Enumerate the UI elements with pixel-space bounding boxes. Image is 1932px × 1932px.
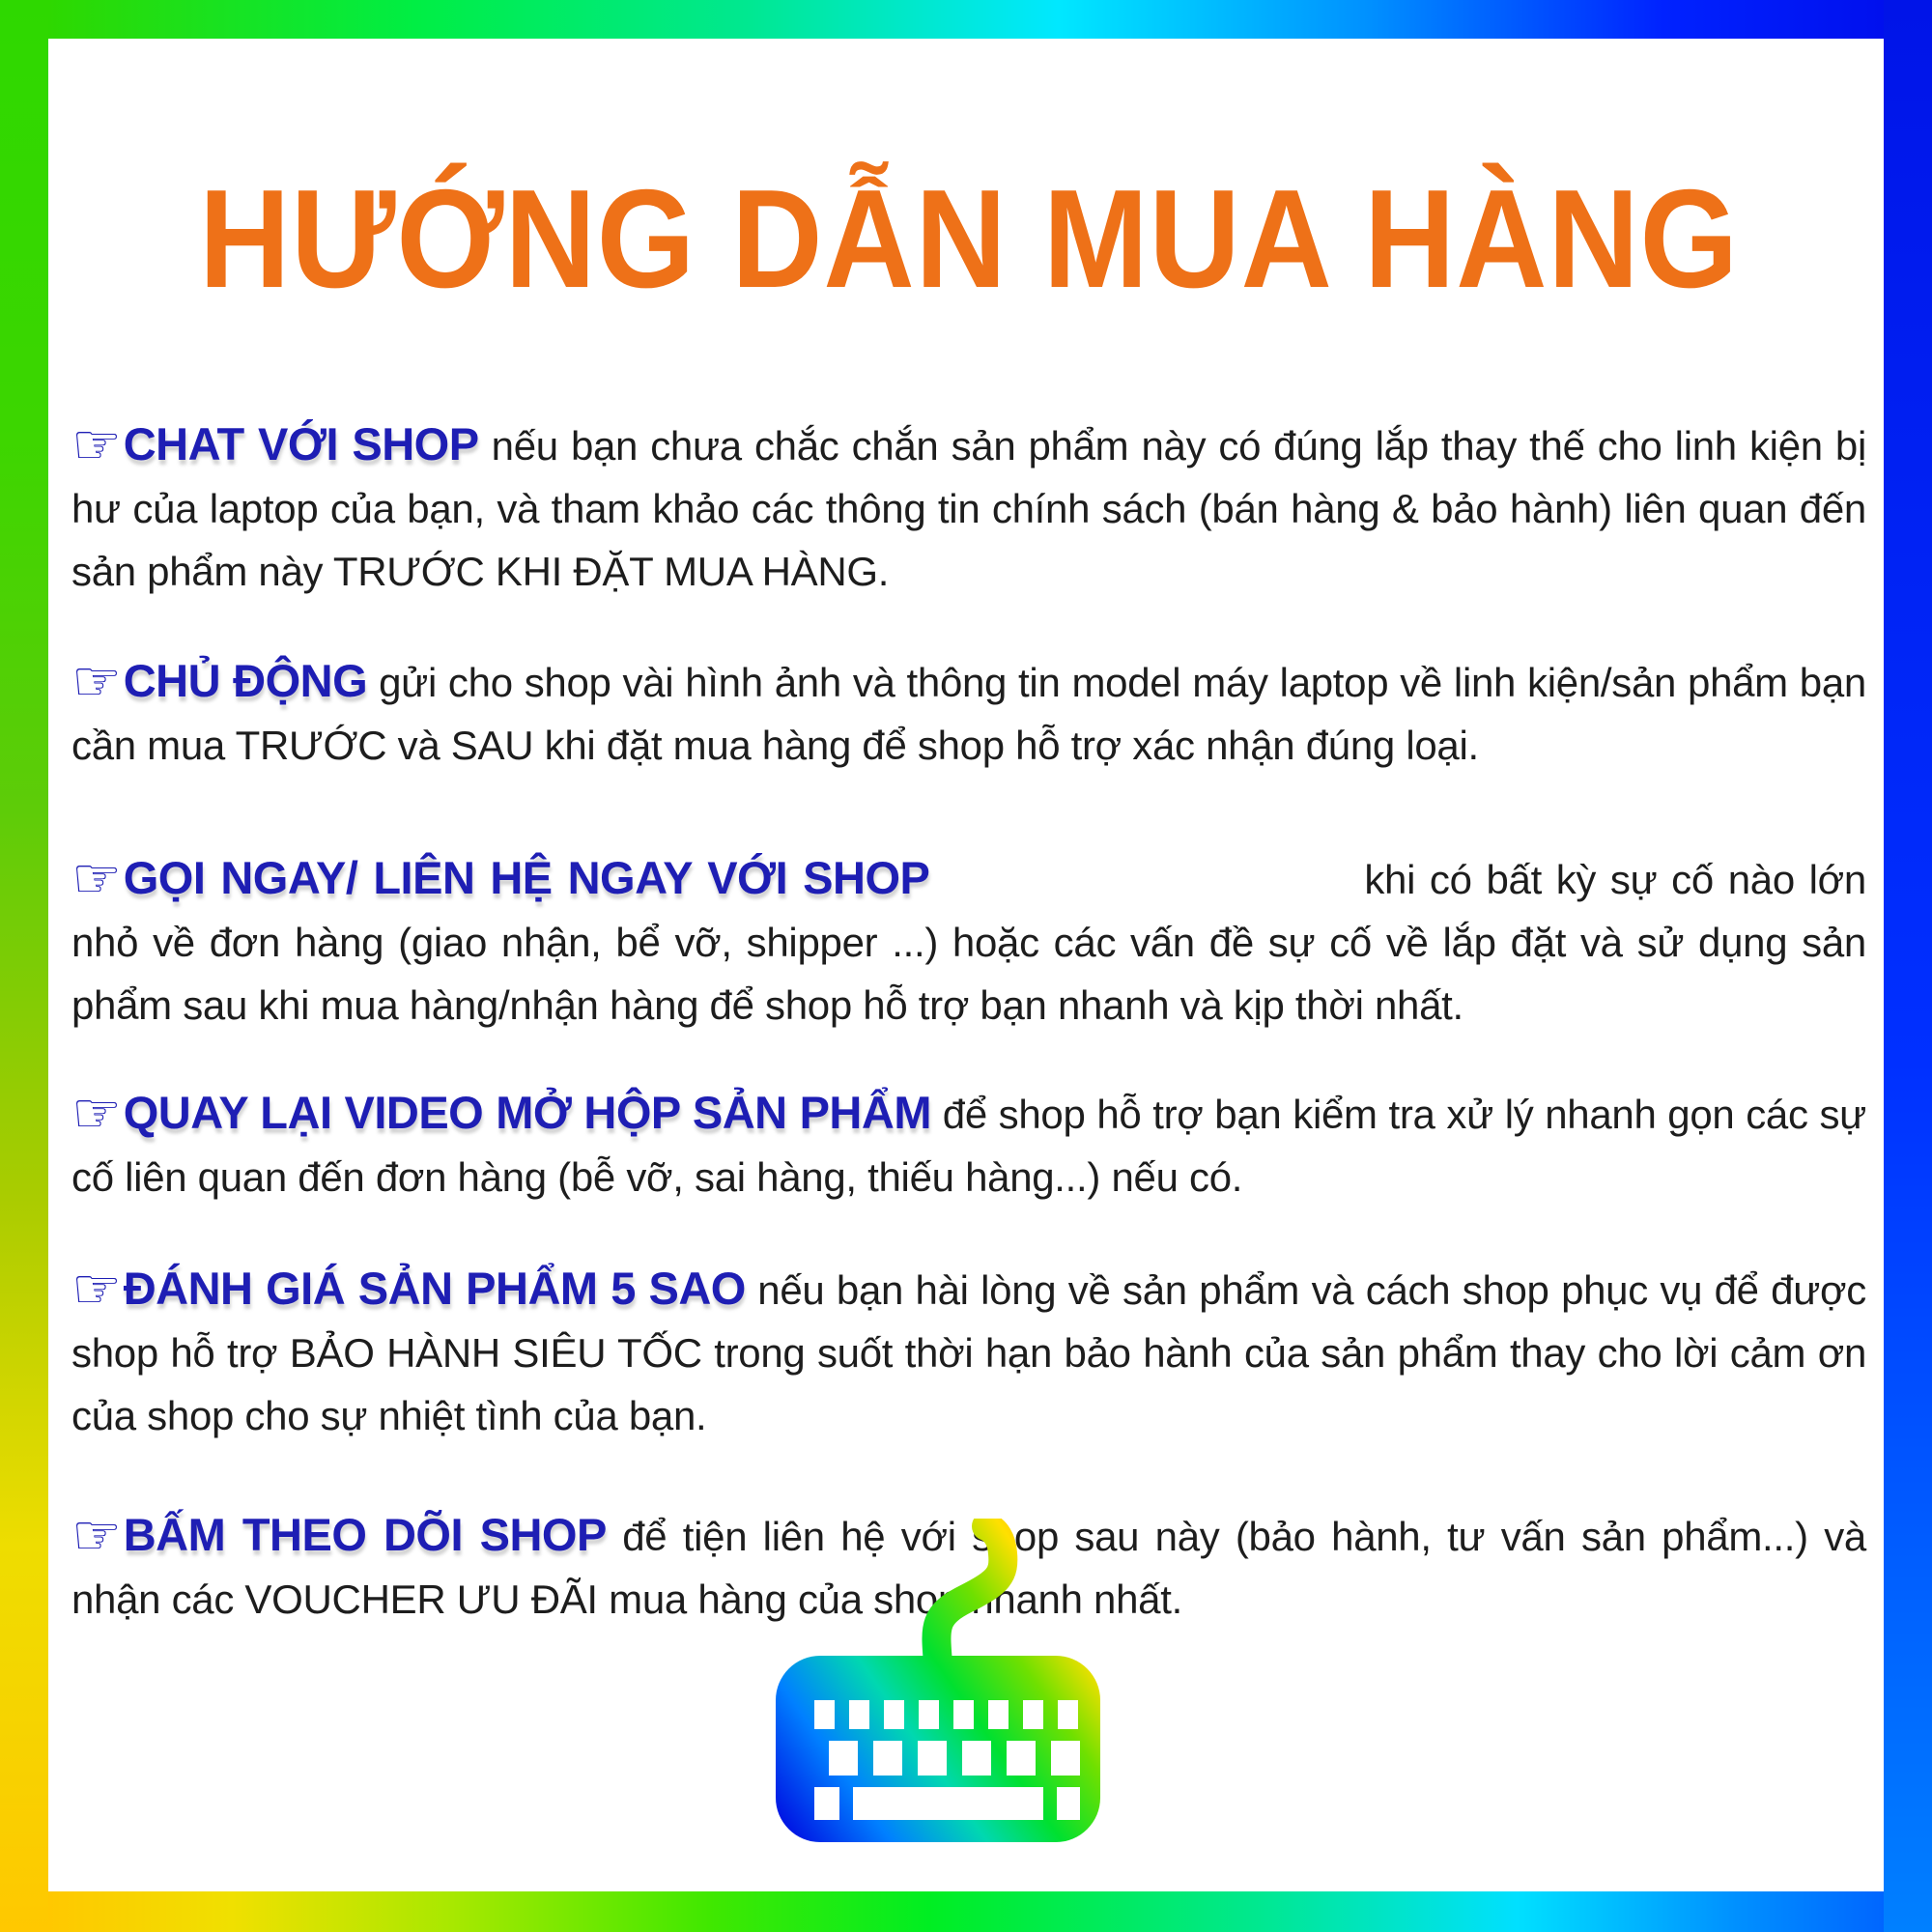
section-header: QUAY LẠI VIDEO MỞ HỘP SẢN PHẨM [123, 1087, 931, 1138]
frame-gradient-top [48, 0, 1884, 39]
section-goi-ngay [71, 846, 1866, 1037]
section-body: gửi cho shop vài hình ảnh và thông tin model máy laptop về linh kiện/sản phẩm bạn cần mua TRƯỚC và SAU khi đặt mua hàng để shop hỗ trợ xác nhận đúng loại. [71, 660, 1866, 768]
section-body: nếu bạn hài lòng về sản phẩm và cách shop phục vụ để được shop hỗ trợ BẢO HÀNH SIÊU TỐC trong suốt thời hạn bảo hành của sản phẩm thay cho lời cảm ơn của shop cho sự nhiệt tình của bạn. [71, 1267, 1866, 1438]
section-header: ĐÁNH GIÁ SẢN PHẨM 5 SAO [123, 1263, 746, 1314]
keyboard-icon [761, 1519, 1121, 1852]
section-body: khi có bất kỳ sự cố nào lớn nhỏ về đơn hàng (giao nhận, bể vỡ, shipper ...) hoặc các vấn đề sự cố về lắp đặt và sử dụng sản phẩm sau khi mua hàng/nhận hàng để shop hỗ trợ bạn nhanh và kịp thời nhất. [71, 857, 1866, 1028]
section-header: CHỦ ĐỘNG [123, 655, 368, 706]
frame-gradient-left [0, 0, 48, 1932]
page-title: HƯỚNG DẪN MUA HÀNG [199, 160, 1739, 317]
section-header: BẤM THEO DÕI SHOP [123, 1509, 607, 1560]
pointing-hand-icon: ☞ [71, 1080, 122, 1146]
frame-gradient-bottom [48, 1891, 1884, 1932]
pointing-hand-icon: ☞ [71, 1256, 122, 1321]
pointing-hand-icon: ☞ [71, 845, 122, 911]
section-quay-video [71, 1081, 1866, 1208]
section-chu-dong [71, 649, 1866, 777]
section-body: để shop hỗ trợ bạn kiểm tra xử lý nhanh gọn các sự cố liên quan đến đơn hàng (bễ vỡ, sai hàng, thiếu hàng...) nếu có. [71, 1092, 1866, 1200]
pointing-hand-icon: ☞ [71, 412, 122, 477]
frame-gradient-right [1884, 0, 1932, 1932]
section-danh-gia-5-sao [71, 1257, 1866, 1447]
pointing-hand-icon: ☞ [71, 1502, 122, 1568]
section-body: nếu bạn chưa chắc chắn sản phẩm này có đúng lắp thay thế cho linh kiện bị hư của laptop của bạn, và tham khảo các thông tin chính sách (bán hàng & bảo hành) liên quan đến sản phẩm này TRƯỚC KHI ĐẶT MUA HÀNG. [71, 423, 1867, 594]
section-chat-voi-shop [71, 412, 1866, 603]
hidden-text-gap [929, 893, 1364, 894]
pointing-hand-icon: ☞ [71, 648, 122, 714]
section-body: để tiện liên hệ với shop sau này (bảo hành, tư vấn sản phẩm...) và nhận các VOUCHER ƯU ĐÃI mua hàng của shop nhanh nhất. [71, 1514, 1866, 1622]
section-header: GỌI NGAY/ LIÊN HỆ NGAY VỚI SHOP [123, 852, 930, 903]
section-header: CHAT VỚI SHOP [123, 418, 479, 469]
guide-sections [71, 412, 1866, 1631]
